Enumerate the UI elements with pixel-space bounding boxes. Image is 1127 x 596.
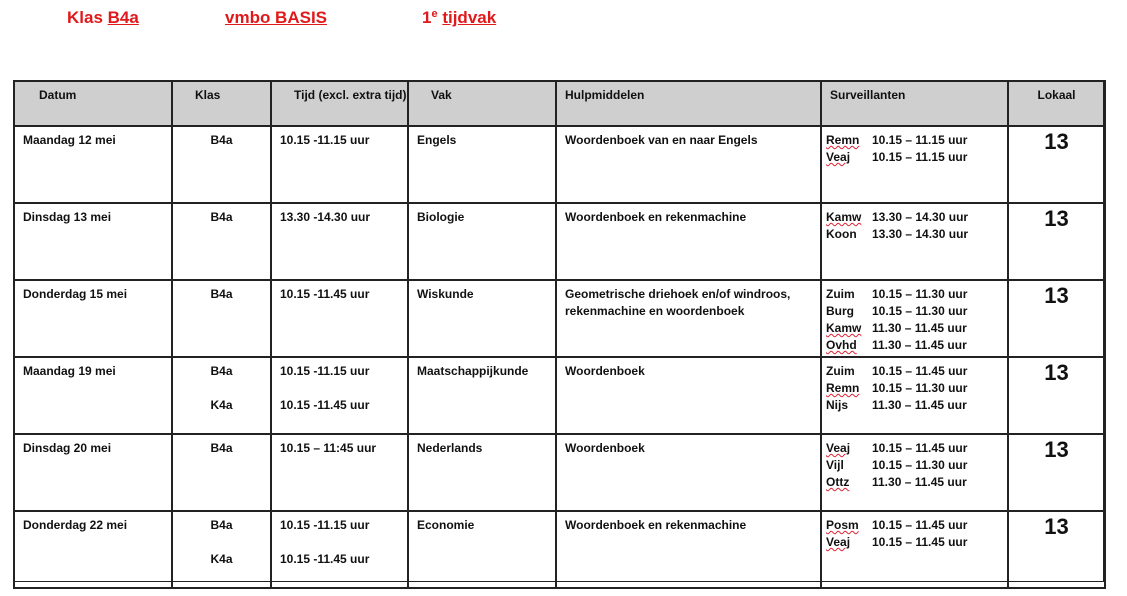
cell-vak: Engels [408, 126, 556, 203]
header-tijdvak-num: 1 [422, 8, 432, 27]
klas-value: B4a [210, 441, 233, 455]
surveillant-line [826, 303, 1007, 320]
surveillant-line [826, 132, 1007, 149]
cell-lokaal: 13 [1008, 434, 1105, 511]
cell-hulpmiddelen: Woordenboek en rekenmachine [556, 203, 821, 280]
cell-tijd [271, 434, 408, 511]
cell-klas [172, 203, 271, 280]
surveillant-code: Kamw [826, 210, 862, 224]
col-header-datum: Datum [14, 81, 172, 126]
surveillant-code: Remn [826, 381, 860, 395]
cell-datum: Donderdag 22 mei [14, 511, 172, 588]
surveillant-code: Burg [826, 304, 854, 318]
tijd-value: 10.15 -11.15 uur [280, 133, 370, 147]
cell-klas [172, 357, 271, 434]
surveillant-code: Vijl [826, 458, 844, 472]
cell-tijd [271, 126, 408, 203]
surveillant-line [826, 457, 1007, 474]
cell-vak: Nederlands [408, 434, 556, 511]
cell-datum: Dinsdag 20 mei [14, 434, 172, 511]
surveillant-tijd: 10.15 – 11.45 uur [872, 441, 968, 455]
cell-surveillanten [821, 280, 1008, 357]
col-header-klas: Klas [172, 81, 271, 126]
surveillant-tijd: 10.15 – 11.15 uur [872, 150, 968, 164]
col-header-lokaal: Lokaal [1008, 81, 1105, 126]
cell-tijd [271, 357, 408, 434]
table-row [14, 280, 1105, 357]
surveillant-code: Zuim [826, 287, 855, 301]
table-row [14, 511, 1105, 588]
surveillant-line [826, 286, 1007, 303]
surveillant-code: Veaj [826, 535, 851, 549]
cell-tijd [271, 511, 408, 588]
surveillant-tijd: 10.15 – 11.15 uur [872, 133, 968, 147]
header-tijdvak [422, 8, 496, 28]
cell-klas [172, 280, 271, 357]
tijd-value: 10.15 – 11:45 uur [280, 441, 377, 455]
tijd-value: 10.15 -11.45 uur [280, 398, 370, 412]
cell-surveillanten [821, 511, 1008, 588]
klas-value: B4a [210, 364, 233, 378]
tijd-value: 10.15 -11.45 uur [280, 287, 370, 301]
cell-hulpmiddelen: Geometrische driehoek en/of windroos, rekenmachine en woordenboek [556, 280, 821, 357]
header-klas-value: B4a [107, 8, 139, 27]
cell-lokaal: 13 [1008, 126, 1105, 203]
cell-vak: Maatschappijkunde [408, 357, 556, 434]
surveillant-code: Nijs [826, 398, 849, 412]
header-tijdvak-word: tijdvak [442, 8, 497, 27]
klas-value: B4a [210, 133, 233, 147]
klas-value: K4a [210, 552, 233, 566]
header-klas [67, 8, 139, 28]
line-gap [173, 534, 270, 551]
surveillant-tijd: 10.15 – 11.30 uur [872, 287, 968, 301]
surveillant-code: Koon [826, 227, 857, 241]
cell-klas [172, 126, 271, 203]
cell-lokaal: 13 [1008, 511, 1105, 588]
surveillant-line [826, 320, 1007, 337]
tijd-value: 10.15 -11.45 uur [280, 552, 370, 566]
table-row [14, 357, 1105, 434]
surveillant-line [826, 517, 1007, 534]
cell-datum: Maandag 19 mei [14, 357, 172, 434]
col-header-hulpmiddelen: Hulpmiddelen [556, 81, 821, 126]
line-gap [173, 380, 270, 397]
table-header-row [14, 81, 1105, 126]
header-tijdvak-sup: e [431, 8, 438, 20]
cell-surveillanten [821, 126, 1008, 203]
cell-tijd [271, 280, 408, 357]
surveillant-code: Veaj [826, 150, 851, 164]
surveillant-code: Posm [826, 518, 859, 532]
surveillant-tijd: 11.30 – 11.45 uur [872, 338, 967, 352]
line-gap [280, 534, 407, 551]
surveillant-tijd: 11.30 – 11.45 uur [872, 398, 967, 412]
exam-schedule-table [13, 80, 1106, 589]
cell-surveillanten [821, 203, 1008, 280]
surveillant-tijd: 10.15 – 11.30 uur [872, 458, 968, 472]
klas-value: B4a [210, 518, 233, 532]
cell-hulpmiddelen: Woordenboek [556, 357, 821, 434]
surveillant-tijd: 10.15 – 11.45 uur [872, 364, 968, 378]
surveillant-tijd: 11.30 – 11.45 uur [872, 475, 967, 489]
surveillant-line [826, 363, 1007, 380]
surveillant-code: Zuim [826, 364, 855, 378]
cell-klas [172, 511, 271, 588]
surveillant-tijd: 10.15 – 11.45 uur [872, 518, 968, 532]
surveillant-line [826, 380, 1007, 397]
tijd-value: 13.30 -14.30 uur [280, 210, 371, 224]
cell-vak: Biologie [408, 203, 556, 280]
surveillant-code: Veaj [826, 441, 851, 455]
cell-datum: Dinsdag 13 mei [14, 203, 172, 280]
cell-hulpmiddelen: Woordenboek en rekenmachine [556, 511, 821, 588]
surveillant-tijd: 13.30 – 14.30 uur [872, 227, 969, 241]
klas-value: B4a [210, 287, 233, 301]
surveillant-line [826, 397, 1007, 414]
surveillant-code: Remn [826, 133, 860, 147]
table-row [14, 203, 1105, 280]
header-niveau: vmbo BASIS [225, 8, 328, 27]
surveillant-tijd: 10.15 – 11.30 uur [872, 304, 968, 318]
cell-lokaal: 13 [1008, 203, 1105, 280]
line-gap [280, 380, 407, 397]
cell-vak: Wiskunde [408, 280, 556, 357]
cell-hulpmiddelen: Woordenboek van en naar Engels [556, 126, 821, 203]
cell-datum: Donderdag 15 mei [14, 280, 172, 357]
tijd-value: 10.15 -11.15 uur [280, 518, 370, 532]
surveillant-code: Ovhd [826, 338, 857, 352]
cell-tijd [271, 203, 408, 280]
surveillant-code: Ottz [826, 475, 850, 489]
cell-klas [172, 434, 271, 511]
klas-value: B4a [210, 210, 233, 224]
cell-lokaal: 13 [1008, 280, 1105, 357]
surveillant-line [826, 209, 1007, 226]
surveillant-tijd: 10.15 – 11.45 uur [872, 535, 968, 549]
surveillant-code: Kamw [826, 321, 862, 335]
cell-lokaal: 13 [1008, 357, 1105, 434]
cell-surveillanten [821, 434, 1008, 511]
cell-surveillanten [821, 357, 1008, 434]
tijd-value: 10.15 -11.15 uur [280, 364, 370, 378]
surveillant-tijd: 10.15 – 11.30 uur [872, 381, 968, 395]
col-header-vak: Vak [408, 81, 556, 126]
surveillant-line [826, 337, 1007, 354]
header-klas-prefix: Klas [67, 8, 108, 27]
surveillant-line [826, 440, 1007, 457]
col-header-surveillanten: Surveillanten [821, 81, 1008, 126]
table-row [14, 126, 1105, 203]
cell-datum: Maandag 12 mei [14, 126, 172, 203]
cell-hulpmiddelen: Woordenboek [556, 434, 821, 511]
table-row [14, 434, 1105, 511]
klas-value: K4a [210, 398, 233, 412]
surveillant-line [826, 226, 1007, 243]
surveillant-tijd: 11.30 – 11.45 uur [872, 321, 967, 335]
surveillant-tijd: 13.30 – 14.30 uur [872, 210, 969, 224]
cell-vak: Economie [408, 511, 556, 588]
col-header-tijd: Tijd (excl. extra tijd) [271, 81, 408, 126]
surveillant-line [826, 534, 1007, 551]
surveillant-line [826, 149, 1007, 166]
surveillant-line [826, 474, 1007, 491]
